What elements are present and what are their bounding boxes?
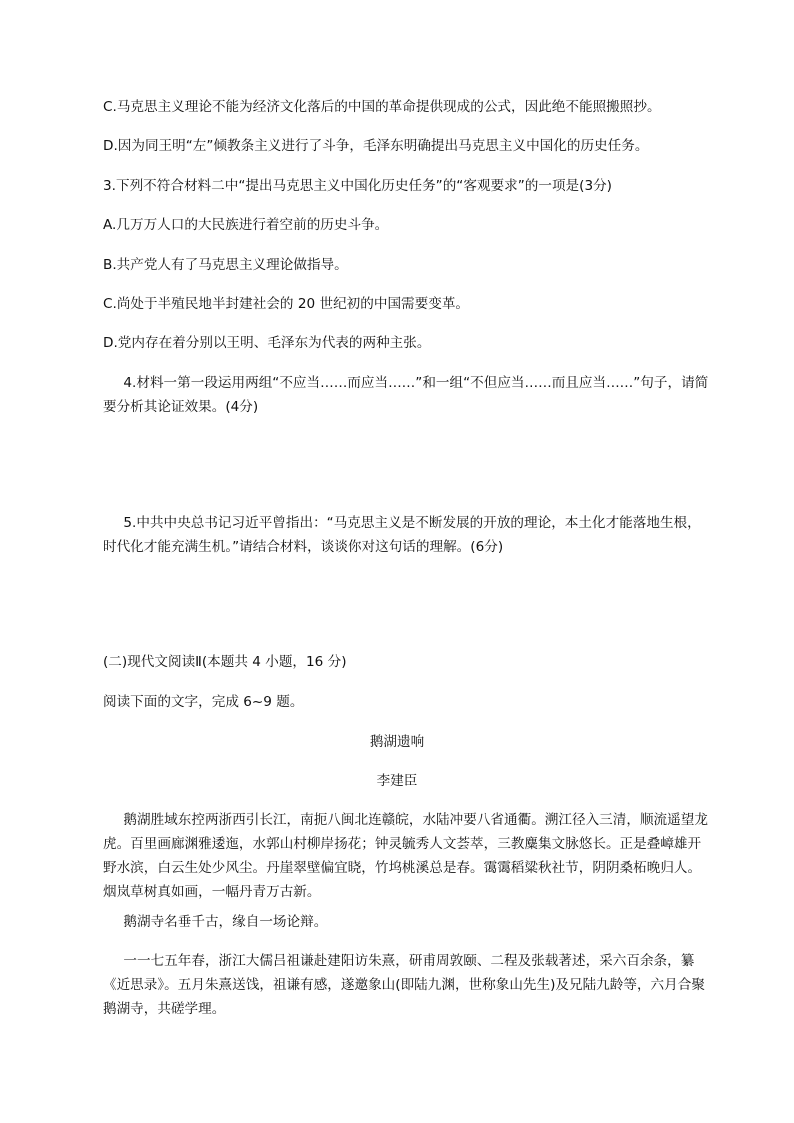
article-paragraph-3: 一一七五年春，浙江大儒吕祖谦赴建阳访朱熹，研甫周敦颐、二程及张载著述，采六百余条，纂《近思录》。五月朱熹送饯，祖谦有感，遂邀象山(即陆九渊，世称象山先生)及兄陆九龄等，六月合聚鹅湖寺，共磋学理。 — [103, 953, 705, 1017]
reading-instruction: 阅读下面的文字，完成 6~9 题。 — [103, 694, 304, 710]
question-5: 5.中共中央总书记习近平曾指出：“马克思主义是不断发展的开放的理论，本土化才能落地生根，时代化才能充满生机。”请结合材料，谈谈你对这句话的理解。(6分) — [103, 515, 701, 555]
q2-option-d: D.因为同王明“左”倾教条主义进行了斗争，毛泽东明确提出马克思主义中国化的历史任务。 — [103, 138, 649, 154]
article-paragraph-1: 鹅湖胜域东控两浙西引长江，南扼八闽北连赣皖，水陆冲要八省通衢。溯江径入三清，顺流遥望龙虎。百里画廊渊雅逶迤，水郭山村柳岸扬花；钟灵毓秀人文荟萃，三教麋集文脉悠长。正是叠嶂雄开野水滨，白云生处少风尘。丹崖翠壁偏宜晓，竹坞桃溪总是春。霭霭稻粱秋社节，阴阴桑柘晚归人。烟岚草树真如画，一幅丹青万古新。 — [103, 812, 708, 900]
article-title: 鹅湖遗响 — [369, 734, 425, 750]
question-3: 3.下列不符合材料二中“提出马克思主义中国化历史任务”的“客观要求”的一项是(3分) — [103, 178, 612, 194]
article-paragraph-2: 鹅湖寺名垂千古，缘自一场论辩。 — [123, 914, 328, 930]
q2-option-c: C.马克思主义理论不能为经济文化落后的中国的革命提供现成的公式，因此绝不能照搬照抄。 — [103, 99, 661, 115]
q3-option-a: A.几万万人口的大民族进行着空前的历史斗争。 — [103, 217, 389, 233]
q3-option-d: D.党内存在着分别以王明、毛泽东为代表的两种主张。 — [103, 335, 431, 351]
question-4: 4.材料一第一段运用两组“不应当……而应当……”和一组“不但应当……而且应当……”句子，请简要分析其论证效果。(4分) — [103, 375, 709, 415]
q3-option-c: C.尚处于半殖民地半封建社会的 20 世纪初的中国需要变革。 — [103, 296, 470, 312]
q3-option-b: B.共产党人有了马克思主义理论做指导。 — [103, 257, 348, 273]
section-title: (二)现代文阅读Ⅱ(本题共 4 小题，16 分) — [103, 654, 347, 670]
article-author: 李建臣 — [376, 773, 418, 789]
